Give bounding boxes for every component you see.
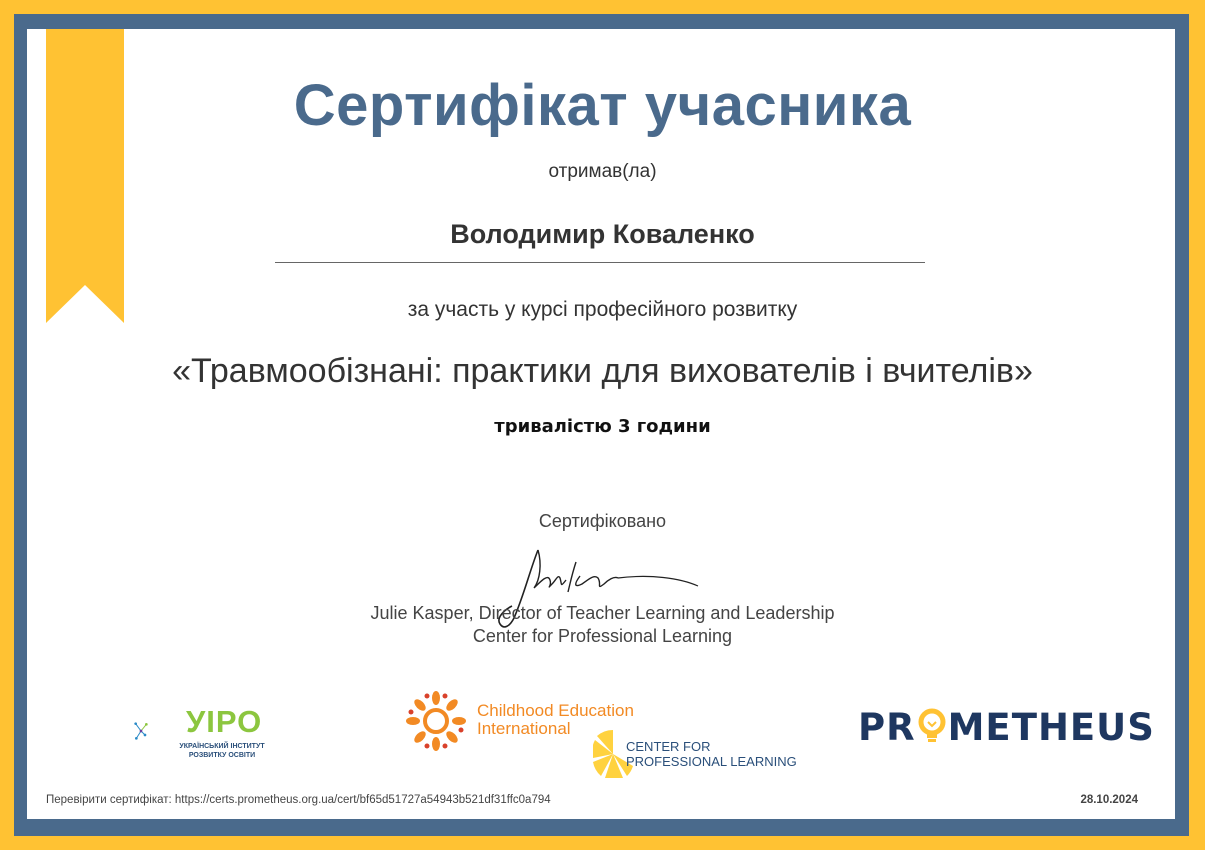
prometheus-text-end: METHEUS	[947, 706, 1155, 749]
received-label: отримав(ла)	[548, 161, 657, 182]
verify-certificate-link[interactable]: Перевірити сертифікат: https://certs.prometheus.org.ua/cert/bf65d51727a54943b521df31ffc0a794	[46, 794, 551, 806]
course-title: «Травмообізнані: практики для вихователів і вчителів»	[172, 352, 1033, 390]
cei-sun-icon	[405, 690, 467, 752]
uipo-logo-subtitle	[172, 742, 272, 760]
cpl-line1: CENTER FOR	[626, 739, 711, 754]
signer-name-title: Julie Kasper, Director of Teacher Learning and Leadership	[370, 603, 835, 623]
prometheus-text-start: PR	[858, 706, 916, 749]
uipo-sub-line2: РОЗВИТКУ ОСВІТИ	[188, 752, 256, 759]
signer-organization: Center for Professional Learning	[472, 626, 733, 646]
cpl-logo-text	[626, 739, 797, 769]
recipient-name: Володимир Коваленко	[450, 219, 755, 249]
lightbulb-icon	[917, 708, 947, 746]
course-duration: тривалістю 3 години	[494, 416, 711, 437]
uipo-logo-text: УІРО	[186, 704, 263, 739]
name-underline	[275, 262, 925, 263]
cei-line2: International	[477, 719, 571, 738]
certificate-title: Сертифікат учасника	[293, 73, 912, 138]
prometheus-logo	[858, 706, 1155, 749]
certified-label: Сертифіковано	[538, 511, 667, 531]
participation-label: за участь у курсі професійного розвитку	[407, 298, 798, 321]
issue-date: 28.10.2024	[1080, 794, 1138, 806]
cei-line1: Childhood Education	[477, 701, 634, 720]
uipo-sub-line1: УКРАЇНСЬКИЙ ІНСТИТУТ	[179, 743, 265, 750]
cpl-line2: PROFESSIONAL LEARNING	[626, 754, 797, 769]
signer-block	[0, 602, 1205, 648]
